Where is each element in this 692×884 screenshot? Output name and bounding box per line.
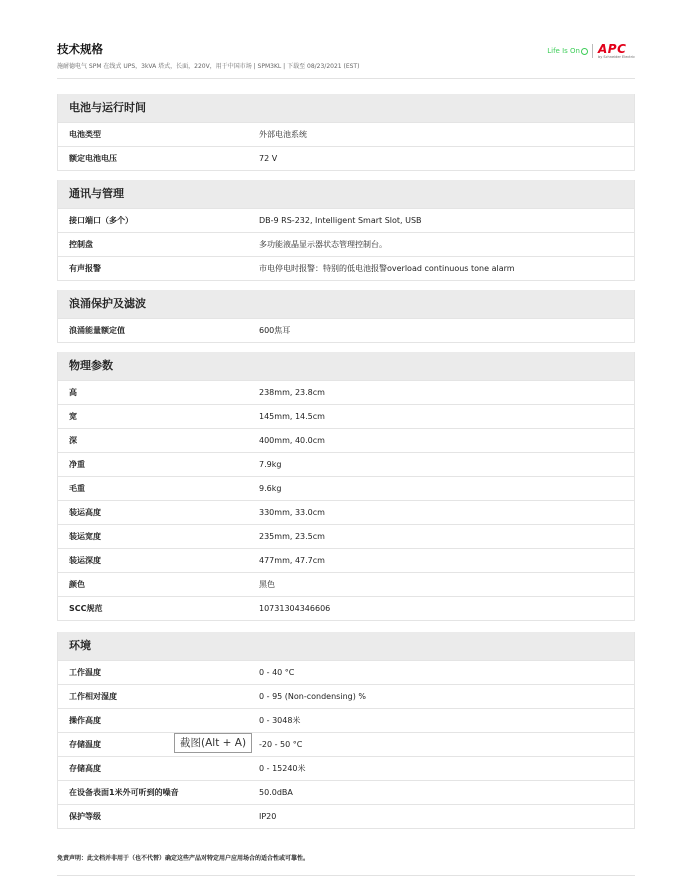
spec-value: 7.9kg xyxy=(259,460,282,469)
spec-label: 颜色 xyxy=(69,580,85,589)
spec-value: 9.6kg xyxy=(259,484,282,493)
spec-value: 72 V xyxy=(259,154,278,163)
spec-label: 深 xyxy=(69,436,77,445)
spec-label: 工作相对湿度 xyxy=(69,692,117,701)
spec-row xyxy=(58,500,634,524)
spec-value: 145mm, 14.5cm xyxy=(259,412,325,421)
spec-value: -20 - 50 °C xyxy=(259,740,303,749)
life-is-on-logo: Life Is On xyxy=(547,47,588,55)
disclaimer-text: 免责声明：此文档并非用于（也不代替）确定这些产品对特定用户应用场合的适合性或可靠性。 xyxy=(57,855,310,862)
header-divider xyxy=(57,78,635,79)
spec-label: 毛重 xyxy=(69,484,85,493)
section-environment xyxy=(57,632,635,829)
spec-value: 400mm, 40.0cm xyxy=(259,436,325,445)
apc-logo-subtitle: by Schneider Electric xyxy=(597,54,635,59)
spec-label: 宽 xyxy=(69,412,77,421)
spec-label: 电池类型 xyxy=(69,130,101,139)
spec-label: 额定电池电压 xyxy=(69,154,117,163)
document-subtitle: 施耐德电气 SPM 在线式 UPS，3kVA 塔式，长面，220V，用于中国市场 | SPM3KL | 下载至 08/23/2021 (EST) xyxy=(57,63,360,70)
section-title: 浪涌保护及滤波 xyxy=(58,290,634,318)
spec-value: 235mm, 23.5cm xyxy=(259,532,325,541)
section-title: 通讯与管理 xyxy=(58,180,634,208)
spec-row xyxy=(58,756,634,780)
spec-value: 330mm, 33.0cm xyxy=(259,508,325,517)
spec-label: 装运宽度 xyxy=(69,532,101,541)
spec-value: 黑色 xyxy=(259,580,275,589)
spec-value: 多功能液晶显示器状态管理控制台。 xyxy=(259,240,387,249)
spec-label: 装运深度 xyxy=(69,556,101,565)
spec-label: 浪涌能量额定值 xyxy=(69,326,125,335)
spec-value: 0 - 95 (Non-condensing) % xyxy=(259,692,366,701)
spec-row xyxy=(58,232,634,256)
spec-row xyxy=(58,476,634,500)
spec-row xyxy=(58,122,634,146)
spec-label: 装运高度 xyxy=(69,508,101,517)
spec-value: 外部电池系统 xyxy=(259,130,307,139)
brand-logos xyxy=(547,41,635,61)
section-battery xyxy=(57,94,635,171)
section-surge-protection xyxy=(57,290,635,343)
spec-row xyxy=(58,684,634,708)
spec-label: 工作温度 xyxy=(69,668,101,677)
spec-value: IP20 xyxy=(259,812,277,821)
spec-row xyxy=(58,572,634,596)
spec-label: 有声报警 xyxy=(69,264,101,273)
spec-value: 477mm, 47.7cm xyxy=(259,556,325,565)
section-title: 物理参数 xyxy=(58,352,634,380)
spec-value: 0 - 15240米 xyxy=(259,764,306,773)
spec-label: 保护等级 xyxy=(69,812,101,821)
apc-logo: APC xyxy=(597,41,627,56)
spec-value: 238mm, 23.8cm xyxy=(259,388,325,397)
spec-row xyxy=(58,596,634,620)
spec-row xyxy=(58,256,634,280)
document-header xyxy=(57,41,635,76)
section-title: 电池与运行时间 xyxy=(58,94,634,122)
spec-label: 高 xyxy=(69,388,77,397)
footer-divider xyxy=(57,875,635,876)
spec-row xyxy=(58,660,634,684)
apc-logo-block xyxy=(598,43,635,60)
spec-value: 0 - 40 °C xyxy=(259,668,295,677)
spec-label: 存储高度 xyxy=(69,764,101,773)
spec-row xyxy=(58,208,634,232)
spec-value: 市电停电时报警：特别的低电池报警overload continuous tone alarm xyxy=(259,264,515,273)
spec-row xyxy=(58,318,634,342)
spec-value: 10731304346606 xyxy=(259,604,331,613)
spec-label: 操作高度 xyxy=(69,716,101,725)
spec-label: 净重 xyxy=(69,460,85,469)
spec-row xyxy=(58,732,634,756)
brand-divider xyxy=(592,44,593,58)
spec-value: 0 - 3048米 xyxy=(259,716,301,725)
document-title: 技术规格 xyxy=(57,42,103,56)
spec-row xyxy=(58,452,634,476)
spec-label: SCC规范 xyxy=(69,604,103,613)
spec-row xyxy=(58,146,634,170)
section-physical xyxy=(57,352,635,621)
spec-row xyxy=(58,548,634,572)
spec-label: 接口端口（多个） xyxy=(69,216,133,225)
screenshot-tooltip[interactable]: 截图(Alt + A) xyxy=(174,733,252,753)
spec-row xyxy=(58,780,634,804)
spec-row xyxy=(58,380,634,404)
section-communication xyxy=(57,180,635,281)
spec-label: 控制盘 xyxy=(69,240,93,249)
spec-row xyxy=(58,428,634,452)
spec-row xyxy=(58,404,634,428)
spec-label: 存储温度 xyxy=(69,740,101,749)
power-icon xyxy=(581,48,588,55)
spec-value: DB-9 RS-232, Intelligent Smart Slot, USB xyxy=(259,216,422,225)
section-title: 环境 xyxy=(58,632,634,660)
spec-value: 50.0dBA xyxy=(259,788,293,797)
spec-value: 600焦耳 xyxy=(259,326,291,335)
spec-row xyxy=(58,708,634,732)
spec-label: 在设备表面1米外可听到的噪音 xyxy=(69,788,179,797)
spec-row xyxy=(58,524,634,548)
spec-row xyxy=(58,804,634,828)
